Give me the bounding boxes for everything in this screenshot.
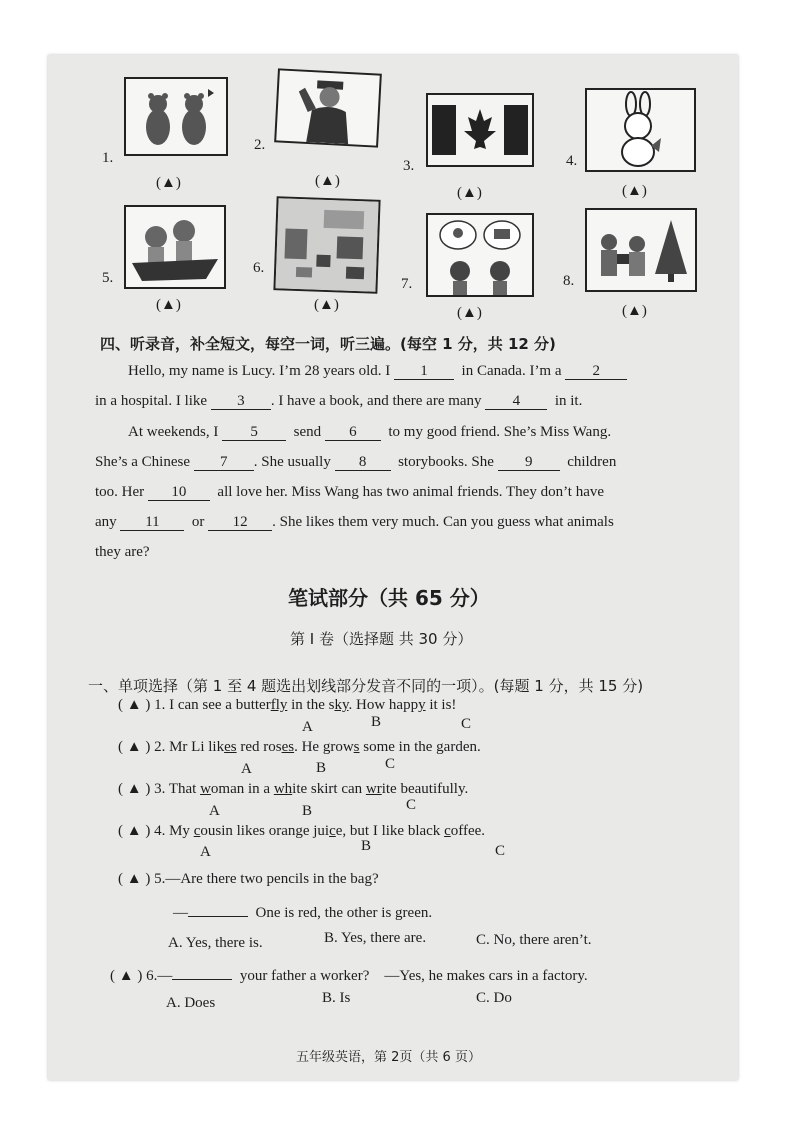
option-c: C. No, there aren’t. bbox=[476, 932, 592, 948]
canada-flag-icon bbox=[426, 93, 534, 167]
blank-1: 1 bbox=[394, 363, 454, 380]
blank-10: 10 bbox=[148, 484, 210, 501]
children-boat-icon bbox=[124, 205, 226, 289]
underlined-part: wr bbox=[365, 781, 382, 797]
question-text: I can see a butter bbox=[165, 697, 271, 713]
question-text: e, but I like black bbox=[335, 823, 445, 839]
section1-heading: 一、单项选择（第 1 至 4 题选出划线部分发音不同的一项）。(每题 1 分，共 15 分) bbox=[88, 677, 644, 695]
passage-line-4 bbox=[95, 454, 616, 471]
kids-thinking-icon bbox=[426, 213, 534, 297]
picture-number: 8. bbox=[563, 273, 575, 289]
underlined-part: w bbox=[200, 781, 211, 797]
answer-mark: ( ▲ ) 4. bbox=[118, 823, 166, 839]
exam-page bbox=[48, 55, 738, 1080]
question-text: oman in a bbox=[210, 781, 274, 797]
option-c: C bbox=[495, 843, 506, 859]
question-text: That bbox=[165, 781, 201, 797]
question-text: ite beautifully. bbox=[381, 781, 469, 797]
question-text: . He grow bbox=[294, 739, 354, 755]
answer-mark: (▲) bbox=[622, 183, 647, 199]
option-c: C bbox=[461, 716, 472, 732]
answer-mark: (▲) bbox=[156, 297, 181, 313]
question-2 bbox=[118, 739, 481, 756]
underlined-part: y bbox=[418, 697, 426, 713]
picture-number: 7. bbox=[401, 276, 413, 292]
passage-text: Hello, my name is Lucy. I’m 28 years old. I bbox=[128, 363, 391, 379]
answer-mark: (▲) bbox=[314, 297, 339, 313]
written-title: 笔试部分（共 65 分） bbox=[288, 586, 490, 610]
answer-mark: (▲) bbox=[315, 173, 340, 189]
option-b: B bbox=[316, 760, 327, 776]
question-text: —Yes, he makes cars in a factory. bbox=[384, 968, 588, 984]
passage-line-3 bbox=[128, 424, 611, 441]
picture-number: 4. bbox=[566, 153, 578, 169]
option-a: A bbox=[241, 761, 252, 777]
question-text: One is red, the other is green. bbox=[255, 905, 433, 921]
passage-text: to my good friend. She’s Miss Wang. bbox=[388, 424, 612, 440]
passage-line-7: they are? bbox=[95, 544, 150, 560]
passage-line-2 bbox=[95, 393, 582, 410]
question-text: red ros bbox=[236, 739, 282, 755]
blank-9: 9 bbox=[498, 454, 560, 471]
passage-text: all love her. Miss Wang has two animal friends. They don’t have bbox=[217, 484, 605, 500]
answer-mark: (▲) bbox=[457, 185, 482, 201]
question-text: in the s bbox=[287, 697, 335, 713]
blank-2: 2 bbox=[565, 363, 627, 380]
passage-text: or bbox=[191, 514, 205, 530]
rabbit-icon bbox=[585, 88, 696, 172]
blank-8: 8 bbox=[335, 454, 391, 471]
dash: — bbox=[173, 905, 188, 921]
question-text: your father a worker? bbox=[239, 968, 370, 984]
passage-text: storybooks. She bbox=[398, 454, 494, 470]
passage-line-6 bbox=[95, 514, 614, 531]
option-a: A. Does bbox=[166, 995, 216, 1011]
question-text: My bbox=[165, 823, 194, 839]
passage-text: . She usually bbox=[253, 454, 331, 470]
option-a: A bbox=[302, 719, 313, 735]
option-b: B. Yes, there are. bbox=[324, 930, 427, 946]
passage-text: At weekends, I bbox=[128, 424, 219, 440]
option-c: C. Do bbox=[476, 990, 512, 1006]
question-text: offee. bbox=[450, 823, 486, 839]
option-b: B bbox=[371, 714, 382, 730]
volume-title: 第 I 卷（选择题 共 30 分） bbox=[290, 630, 473, 648]
answer-mark: ( ▲ ) 6. bbox=[110, 968, 158, 984]
picture-number: 2. bbox=[254, 137, 266, 153]
question-5-reply bbox=[173, 905, 432, 922]
option-c: C bbox=[385, 756, 396, 772]
passage-text: in it. bbox=[554, 393, 583, 409]
answer-blank bbox=[188, 916, 248, 917]
underlined-part: ky bbox=[334, 697, 349, 713]
passage-text: She’s a Chinese bbox=[95, 454, 190, 470]
passage-text: children bbox=[567, 454, 617, 470]
question-4 bbox=[118, 823, 485, 840]
question-text: ite skirt can bbox=[292, 781, 366, 797]
underlined-part: s bbox=[353, 739, 360, 755]
question-text: it is! bbox=[425, 697, 457, 713]
picture-number: 1. bbox=[102, 150, 114, 166]
answer-blank bbox=[172, 979, 232, 980]
answer-mark: (▲) bbox=[457, 305, 482, 321]
answer-mark: ( ▲ ) 1. bbox=[118, 697, 166, 713]
page-footer: 五年级英语，第 2页（共 6 页） bbox=[296, 1050, 481, 1065]
question-text: ousin likes orange jui bbox=[200, 823, 330, 839]
passage-text: . She likes them very much. Can you guess what animals bbox=[272, 514, 614, 530]
blank-5: 5 bbox=[222, 424, 286, 441]
passage-text: send bbox=[293, 424, 322, 440]
question-1 bbox=[118, 697, 456, 714]
underlined-part: c bbox=[193, 823, 201, 839]
option-b: B bbox=[302, 803, 313, 819]
passage-text: in a hospital. I like bbox=[95, 393, 208, 409]
underlined-part: fly bbox=[270, 697, 288, 713]
messy-room-icon bbox=[273, 196, 380, 294]
answer-mark: ( ▲ ) 2. bbox=[118, 739, 166, 755]
underlined-part: c bbox=[329, 823, 336, 839]
picture-number: 6. bbox=[253, 260, 265, 276]
underlined-part: es bbox=[281, 739, 295, 755]
underlined-part: es bbox=[224, 739, 237, 755]
question-3 bbox=[118, 781, 468, 798]
answer-mark: (▲) bbox=[622, 303, 647, 319]
passage-line-1 bbox=[128, 363, 627, 380]
question-6 bbox=[110, 968, 588, 985]
blank-4: 4 bbox=[485, 393, 547, 410]
passage-text: in Canada. I’m a bbox=[461, 363, 562, 379]
picture-number: 5. bbox=[102, 270, 114, 286]
blank-6: 6 bbox=[325, 424, 381, 441]
question-text: Mr Li lik bbox=[165, 739, 225, 755]
answer-mark: ( ▲ ) 5. bbox=[118, 871, 166, 887]
option-a: A bbox=[209, 803, 220, 819]
option-b: B. Is bbox=[322, 990, 351, 1006]
passage-text: . I have a book, and there are many bbox=[270, 393, 482, 409]
christmas-gift-icon bbox=[585, 208, 697, 292]
answer-mark: ( ▲ ) 3. bbox=[118, 781, 166, 797]
question-text: some in the garden. bbox=[359, 739, 481, 755]
bears-icon bbox=[124, 77, 228, 156]
passage-line-5 bbox=[95, 484, 604, 501]
blank-11: 11 bbox=[120, 514, 184, 531]
underlined-part: wh bbox=[273, 781, 293, 797]
passage-text: too. Her bbox=[95, 484, 145, 500]
option-a: A bbox=[200, 844, 211, 860]
picture-number: 3. bbox=[403, 158, 415, 174]
answer-mark: (▲) bbox=[156, 175, 181, 191]
question-text: —Are there two pencils in the bag? bbox=[165, 871, 379, 887]
question-5 bbox=[118, 871, 379, 888]
question-text: . How happ bbox=[348, 697, 419, 713]
passage-text: any bbox=[95, 514, 117, 530]
blank-12: 12 bbox=[208, 514, 272, 531]
option-a: A. Yes, there is. bbox=[168, 935, 263, 951]
underlined-part: c bbox=[444, 823, 451, 839]
police-officer-icon bbox=[274, 68, 382, 147]
listening-heading: 四、听录音，补全短文，每空一词，听三遍。(每空 1 分，共 12 分) bbox=[100, 335, 556, 353]
option-b: B bbox=[361, 838, 372, 854]
option-c: C bbox=[406, 797, 417, 813]
dash: — bbox=[157, 968, 173, 984]
blank-3: 3 bbox=[211, 393, 271, 410]
blank-7: 7 bbox=[194, 454, 254, 471]
